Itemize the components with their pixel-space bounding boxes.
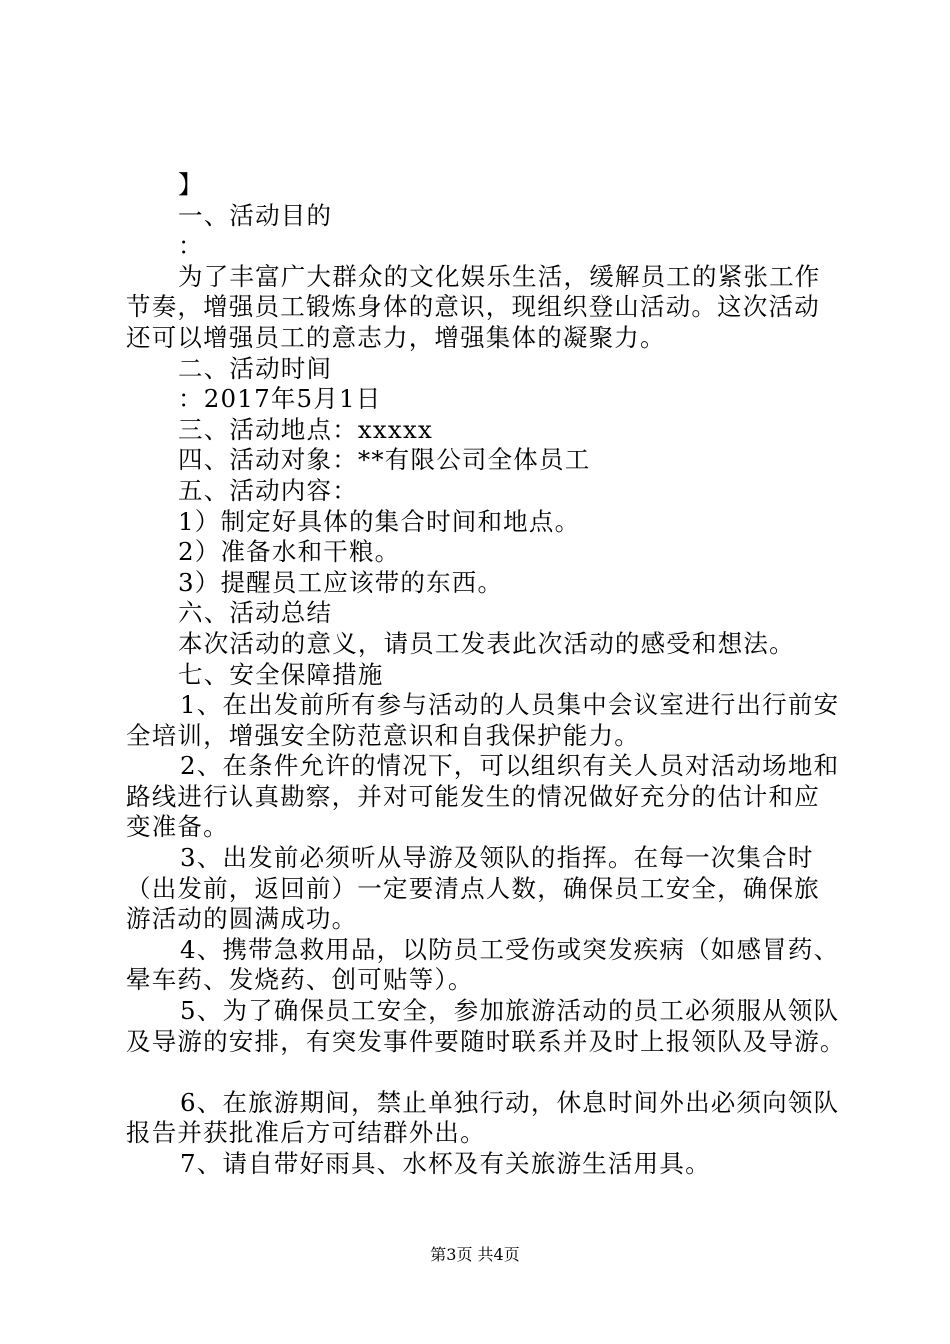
- paragraph-line: 全培训，增强安全防范意识和自我保护能力。: [126, 720, 640, 750]
- page-number: 第3页 共4页: [430, 1245, 520, 1264]
- paragraph-line: 3、出发前必须听从导游及领队的指挥。在每一次集合时: [180, 843, 814, 873]
- paragraph-line: 1、在出发前所有参与活动的人员集中会议室进行出行前安: [180, 690, 840, 720]
- paragraph-line: 本次活动的意义，请员工发表此次活动的感受和想法。: [178, 628, 795, 658]
- paragraph-line: 游活动的圆满成功。: [126, 904, 358, 934]
- blank-line: [126, 1057, 836, 1088]
- section-heading: 二、活动时间: [178, 353, 333, 383]
- paragraph-line: 及导游的安排，有突发事件要随时联系并及时上报领队及导游。: [126, 1026, 846, 1056]
- text-line: ：2017年5月1日: [178, 384, 382, 414]
- list-item: 3）提醒员工应该带的东西。: [178, 567, 504, 597]
- paragraph-line: 2、在条件允许的情况下，可以组织有关人员对活动场地和: [180, 751, 840, 781]
- section-heading: 三、活动地点：xxxxx: [178, 414, 433, 444]
- section-heading: 六、活动总结: [178, 598, 333, 628]
- paragraph-line: 晕车药、发烧药、创可贴等）。: [126, 965, 474, 995]
- paragraph-line: 报告并获批准后方可结群外出。: [126, 1118, 486, 1148]
- page-footer: [0, 1242, 950, 1265]
- section-heading: 四、活动对象：**有限公司全体员工: [178, 445, 591, 475]
- section-heading: 一、活动目的: [178, 200, 333, 230]
- list-item: 1）制定好具体的集合时间和地点。: [178, 506, 581, 536]
- text-line: 】: [178, 170, 204, 199]
- paragraph-line: 5、为了确保员工安全，参加旅游活动的员工必须服从领队: [180, 996, 840, 1026]
- paragraph-line: 变准备。: [126, 812, 229, 842]
- paragraph-line: 路线进行认真勘察，并对可能发生的情况做好充分的估计和应: [126, 781, 820, 811]
- paragraph-line: 节奏，增强员工锻炼身体的意识，现组织登山活动。这次活动: [126, 292, 820, 322]
- paragraph-line: 为了丰富广大群众的文化娱乐生活，缓解员工的紧张工作: [178, 261, 821, 291]
- paragraph-line: 6、在旅游期间，禁止单独行动，休息时间外出必须向领队: [180, 1087, 840, 1117]
- text-line: ：: [178, 231, 204, 261]
- section-heading: 七、安全保障措施: [178, 659, 384, 689]
- paragraph-line: 还可以增强员工的意志力，增强集体的凝聚力。: [126, 322, 666, 352]
- document-body: [126, 170, 846, 1180]
- list-item: 2）准备水和干粮。: [178, 537, 401, 567]
- section-heading: 五、活动内容：: [178, 475, 358, 505]
- paragraph-line: 7、请自带好雨具、水杯及有关旅游生活用具。: [180, 1149, 711, 1178]
- paragraph-line: （出发前，返回前）一定要清点人数，确保员工安全，确保旅: [126, 873, 820, 903]
- paragraph-line: 4、携带急救用品，以防员工受伤或突发疾病（如感冒药、: [180, 934, 840, 964]
